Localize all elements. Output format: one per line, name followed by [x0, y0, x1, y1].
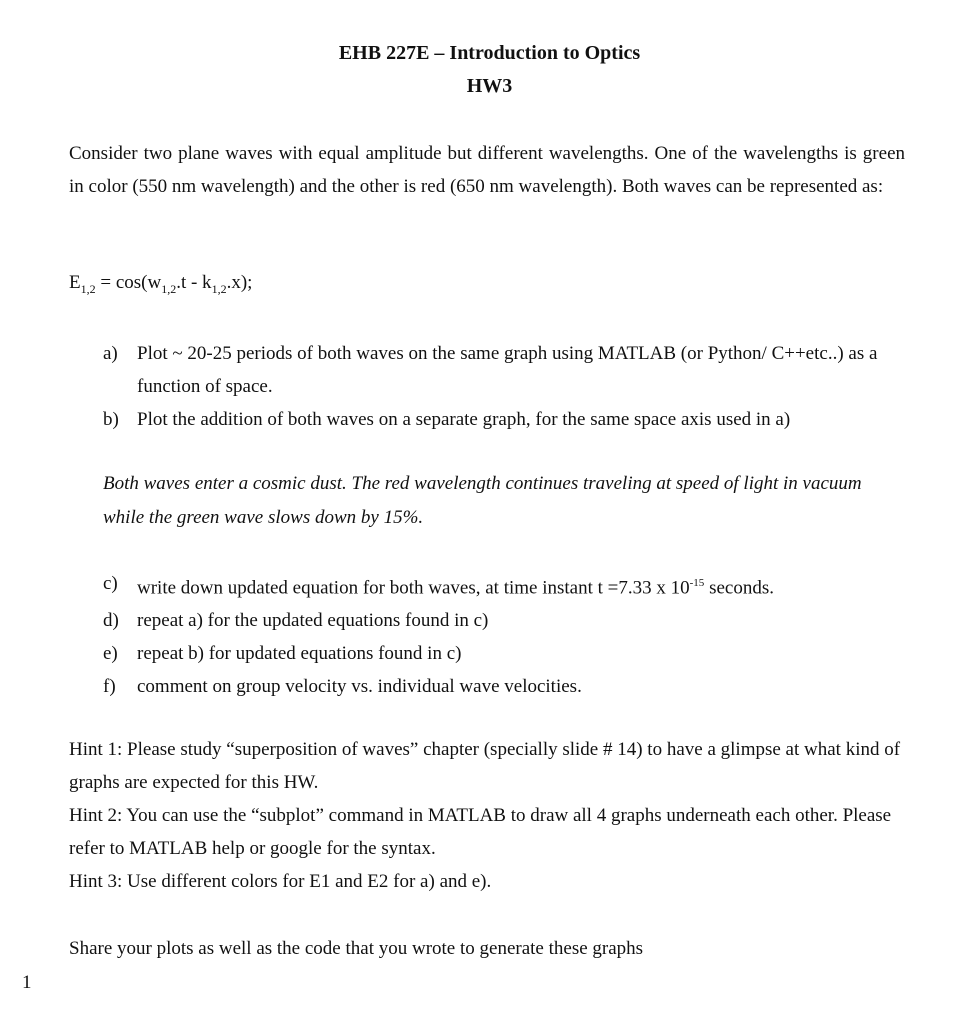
hint-3: Hint 3: Use different colors for E1 and E2 for a) and e).: [69, 871, 492, 892]
page-number: 1: [22, 972, 32, 993]
task-label: b): [103, 409, 119, 430]
task-label: f): [103, 676, 116, 698]
task-text: comment on group velocity vs. individual wave velocities.: [137, 676, 582, 698]
hint-2: Hint 2: You can use the “subplot” command in MATLAB to draw all 4 graphs underneath each other. Please refer to MATLAB help or google for the syntax.: [69, 805, 892, 859]
document-title: EHB 227E – Introduction to Optics: [338, 42, 641, 64]
wave-equation: $E_{1,2} = \cos(w_{1,2}.t - k_{1,2}.x)$;: [69, 272, 253, 296]
task-label: d): [103, 610, 119, 632]
task-label: a): [103, 343, 118, 364]
task-list-initial: [103, 337, 913, 436]
exponent: -15: [689, 577, 705, 589]
task-e: [103, 637, 913, 670]
task-b: [103, 403, 913, 436]
closing-instruction: Share your plots as well as the code that you wrote to generate these graphs: [69, 938, 644, 959]
task-list-updated: [103, 567, 913, 703]
hints-block: [69, 733, 909, 898]
task-d: [103, 604, 913, 637]
intro-paragraph: Consider two plane waves with equal amplitude but different wavelengths. One of the wavelengths is green in color (550 nm wavelength) and the other is red (650 nm wavelength). Both waves can be represented as:: [69, 143, 905, 197]
task-f: [103, 670, 913, 703]
hint-1: Hint 1: Please study “superposition of waves” chapter (specially slide # 14) to have a glimpse at what kind of graphs are expected for this HW.: [69, 739, 901, 793]
task-label: c): [103, 573, 118, 594]
task-text: Plot ~ 20-25 periods of both waves on the same graph using MATLAB (or Python/ C++etc..) as a function of space.: [137, 343, 878, 397]
task-text: Plot the addition of both waves on a separate graph, for the same space axis used in a): [137, 409, 791, 430]
cosmic-dust-note: Both waves enter a cosmic dust. The red wavelength continues traveling at speed of light in vacuum while the green wave slows down by 15%.: [103, 473, 862, 528]
task-a: [103, 337, 913, 403]
task-c: [103, 567, 913, 604]
task-text: repeat b) for updated equations found in c): [137, 643, 462, 665]
task-text: repeat a) for the updated equations found in c): [137, 610, 489, 632]
task-label: e): [103, 643, 118, 665]
task-text: write down updated equation for both waves, at time instant t =7.33 x $10^{-15}$ seconds.: [137, 577, 774, 599]
document-subtitle: HW3: [466, 75, 513, 97]
